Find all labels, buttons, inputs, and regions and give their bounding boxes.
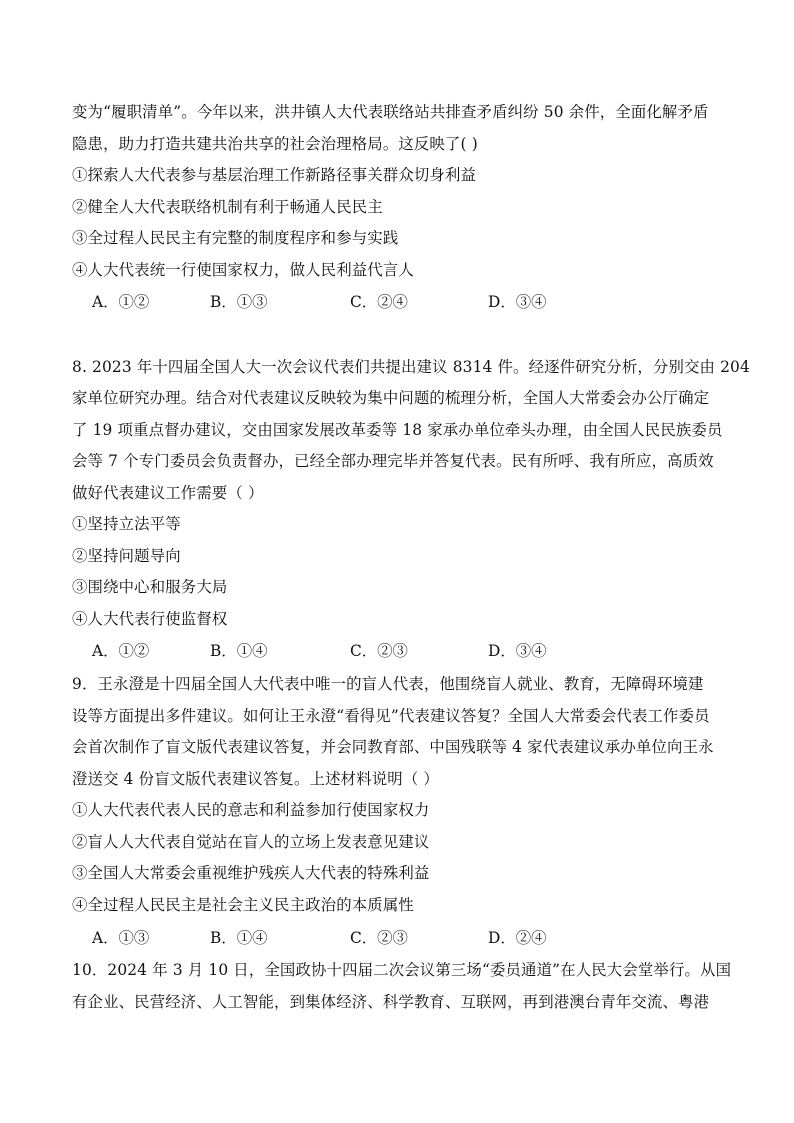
- q8-statement-4: ④人大代表行使监督权: [72, 610, 228, 628]
- q9-option-a: A．①③: [92, 929, 150, 947]
- q9-stem-line-3: 会首次制作了盲文版代表建议答复，并会同教育部、中国残联等 4 家代表建议承办单位向王永: [72, 738, 714, 756]
- q8-stem-line-3: 了 19 项重点督办建议，交由国家发展改革委等 18 家承办单位牵头办理，由全国人民民族委员: [72, 421, 723, 439]
- q8-stem-line-1: 8. 2023 年十四届全国人大一次会议代表们共提出建议 8314 件。经逐件研究分析，分别交由 204: [72, 358, 750, 376]
- q7-statement-4: ④人大代表统一行使国家权力，做人民利益代言人: [72, 261, 414, 279]
- q9-option-c: C．②③: [350, 929, 408, 947]
- q7-statement-3: ③全过程人民民主有完整的制度程序和参与实践: [72, 229, 399, 247]
- q7-option-a: A．①②: [92, 293, 150, 311]
- q9-statement-1: ①人大代表代表人民的意志和利益参加行使国家权力: [72, 801, 430, 819]
- q10-stem-line-1: 10．2024 年 3 月 10 日，全国政协十四届二次会议第三场“委员通道”在人民大会堂举行。从国: [72, 961, 732, 979]
- q8-option-b: B．①④: [210, 642, 268, 660]
- q7-statement-1: ①探索人大代表参与基层治理工作新路径事关群众切身利益: [72, 166, 477, 184]
- q7-option-c: C．②④: [350, 293, 408, 311]
- q8-statement-2: ②坚持问题导向: [72, 547, 181, 565]
- q9-option-d: D．②④: [488, 929, 547, 947]
- q8-option-c: C．②③: [350, 642, 408, 660]
- q7-stem-line-1: 变为“履职清单”。今年以来，洪井镇人大代表联络站共排查矛盾纠纷 50 余件，全面化解矛盾: [72, 103, 709, 121]
- q8-statement-3: ③围绕中心和服务大局: [72, 578, 228, 596]
- q8-stem-line-5: 做好代表建议工作需要（ ）: [72, 484, 264, 502]
- q9-statement-3: ③全国人大常委会重视维护残疾人大代表的特殊利益: [72, 864, 430, 882]
- q7-statement-2: ②健全人大代表联络机制有利于畅通人民民主: [72, 198, 383, 216]
- q8-statement-1: ①坚持立法平等: [72, 515, 181, 533]
- q10-stem-line-2: 有企业、民营经济、人工智能，到集体经济、科学教育、互联网，再到港澳台青年交流、粤港: [72, 993, 710, 1011]
- q9-statement-2: ②盲人人大代表自觉站在盲人的立场上发表意见建议: [72, 833, 430, 851]
- q9-stem-line-2: 设等方面提出多件建议。如何让王永澄“看得见”代表建议答复？全国人大常委会代表工作委员: [72, 707, 710, 725]
- q7-stem-line-2: 隐患，助力打造共建共治共享的社会治理格局。这反映了( ): [72, 135, 478, 153]
- q8-option-d: D．③④: [488, 642, 547, 660]
- q8-stem-line-2: 家单位研究办理。结合对代表建议反映较为集中问题的梳理分析，全国人大常委会办公厅确定: [72, 389, 710, 407]
- q9-stem-line-4: 澄送交 4 份盲文版代表建议答复。上述材料说明（ ）: [72, 770, 439, 788]
- q7-option-b: B．①③: [210, 293, 268, 311]
- q9-option-b: B．①④: [210, 929, 268, 947]
- q7-option-d: D．③④: [488, 293, 547, 311]
- q9-stem-line-1: 9．王永澄是十四届全国人大代表中唯一的盲人代表，他围绕盲人就业、教育，无障碍环境建: [72, 675, 704, 693]
- q8-option-a: A．①②: [92, 642, 150, 660]
- q9-statement-4: ④全过程人民民主是社会主义民主政治的本质属性: [72, 896, 414, 914]
- q8-stem-line-4: 会等 7 个专门委员会负责督办，已经全部办理完毕并答复代表。民有所呼、我有所应，高质效: [72, 452, 714, 470]
